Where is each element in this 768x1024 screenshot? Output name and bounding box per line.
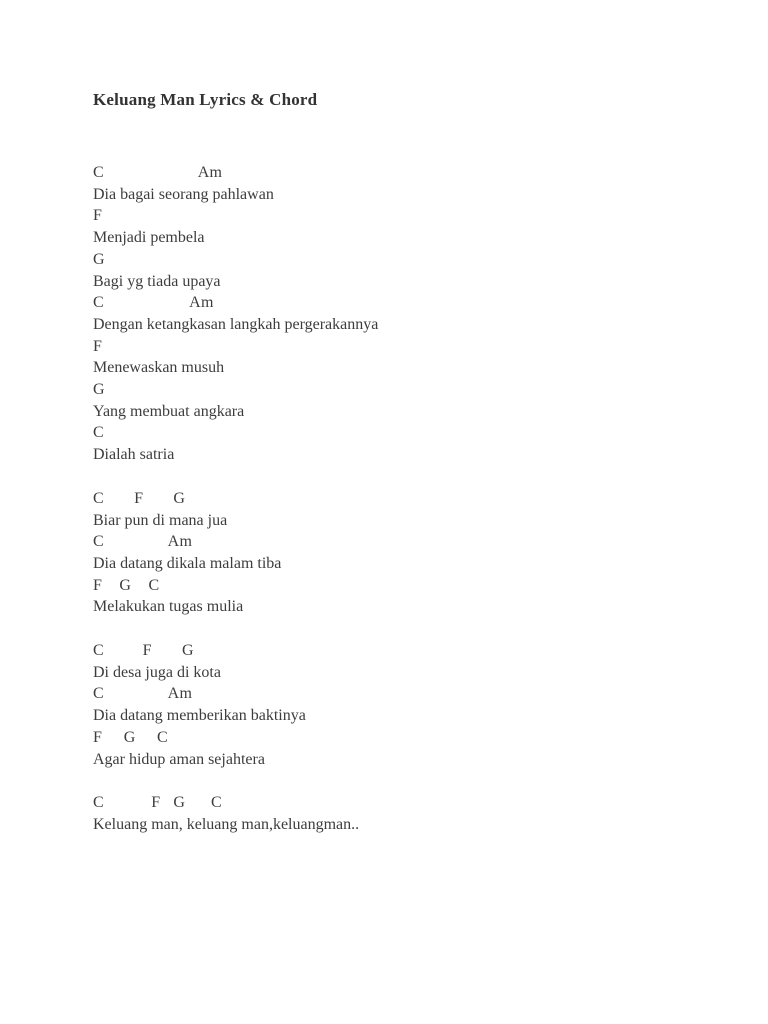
chord-line: G (93, 250, 105, 268)
lyrics-container (93, 162, 708, 836)
lyric-line: Menjadi pembela (93, 229, 205, 247)
lyric-line: Yang membuat angkara (93, 402, 245, 420)
chord-line: G (93, 381, 105, 399)
lyric-line: Dia datang memberikan baktinya (93, 707, 306, 725)
lyric-line: Bagi yg tiada upaya (93, 272, 221, 290)
chord-line: C Am (93, 294, 214, 312)
chord-line: C F G C (93, 794, 222, 812)
chord-line: C F G (93, 642, 194, 660)
chord-line: C F G (93, 489, 186, 507)
song-title: Keluang Man Lyrics & Chord (93, 90, 318, 109)
lyric-line: Keluang man, keluang man,keluangman.. (93, 815, 360, 833)
lyric-line: Dia datang dikala malam tiba (93, 554, 282, 572)
lyric-line: Dengan ketangkasan langkah pergerakannya (93, 315, 379, 333)
song-section (93, 488, 708, 618)
lyric-line: Biar pun di mana jua (93, 511, 228, 529)
chord-line: F (93, 207, 103, 225)
song-section (93, 640, 708, 770)
chord-line: C (93, 424, 104, 442)
chord-line: F (93, 337, 103, 355)
lyric-line: Dia bagai seorang pahlawan (93, 185, 274, 203)
chord-line: C Am (93, 533, 193, 551)
chord-line: C Am (93, 685, 193, 703)
lyric-line: Melakukan tugas mulia (93, 598, 244, 616)
lyric-line: Agar hidup aman sejahtera (93, 750, 265, 768)
song-section (93, 792, 708, 835)
chord-line: F G C (93, 576, 160, 594)
lyric-line: Dialah satria (93, 446, 175, 464)
lyric-line: Di desa juga di kota (93, 663, 221, 681)
lyric-line: Menewaskan musuh (93, 359, 225, 377)
chord-line: C Am (93, 164, 223, 181)
chord-line: F G C (93, 728, 169, 746)
song-section (93, 162, 708, 466)
